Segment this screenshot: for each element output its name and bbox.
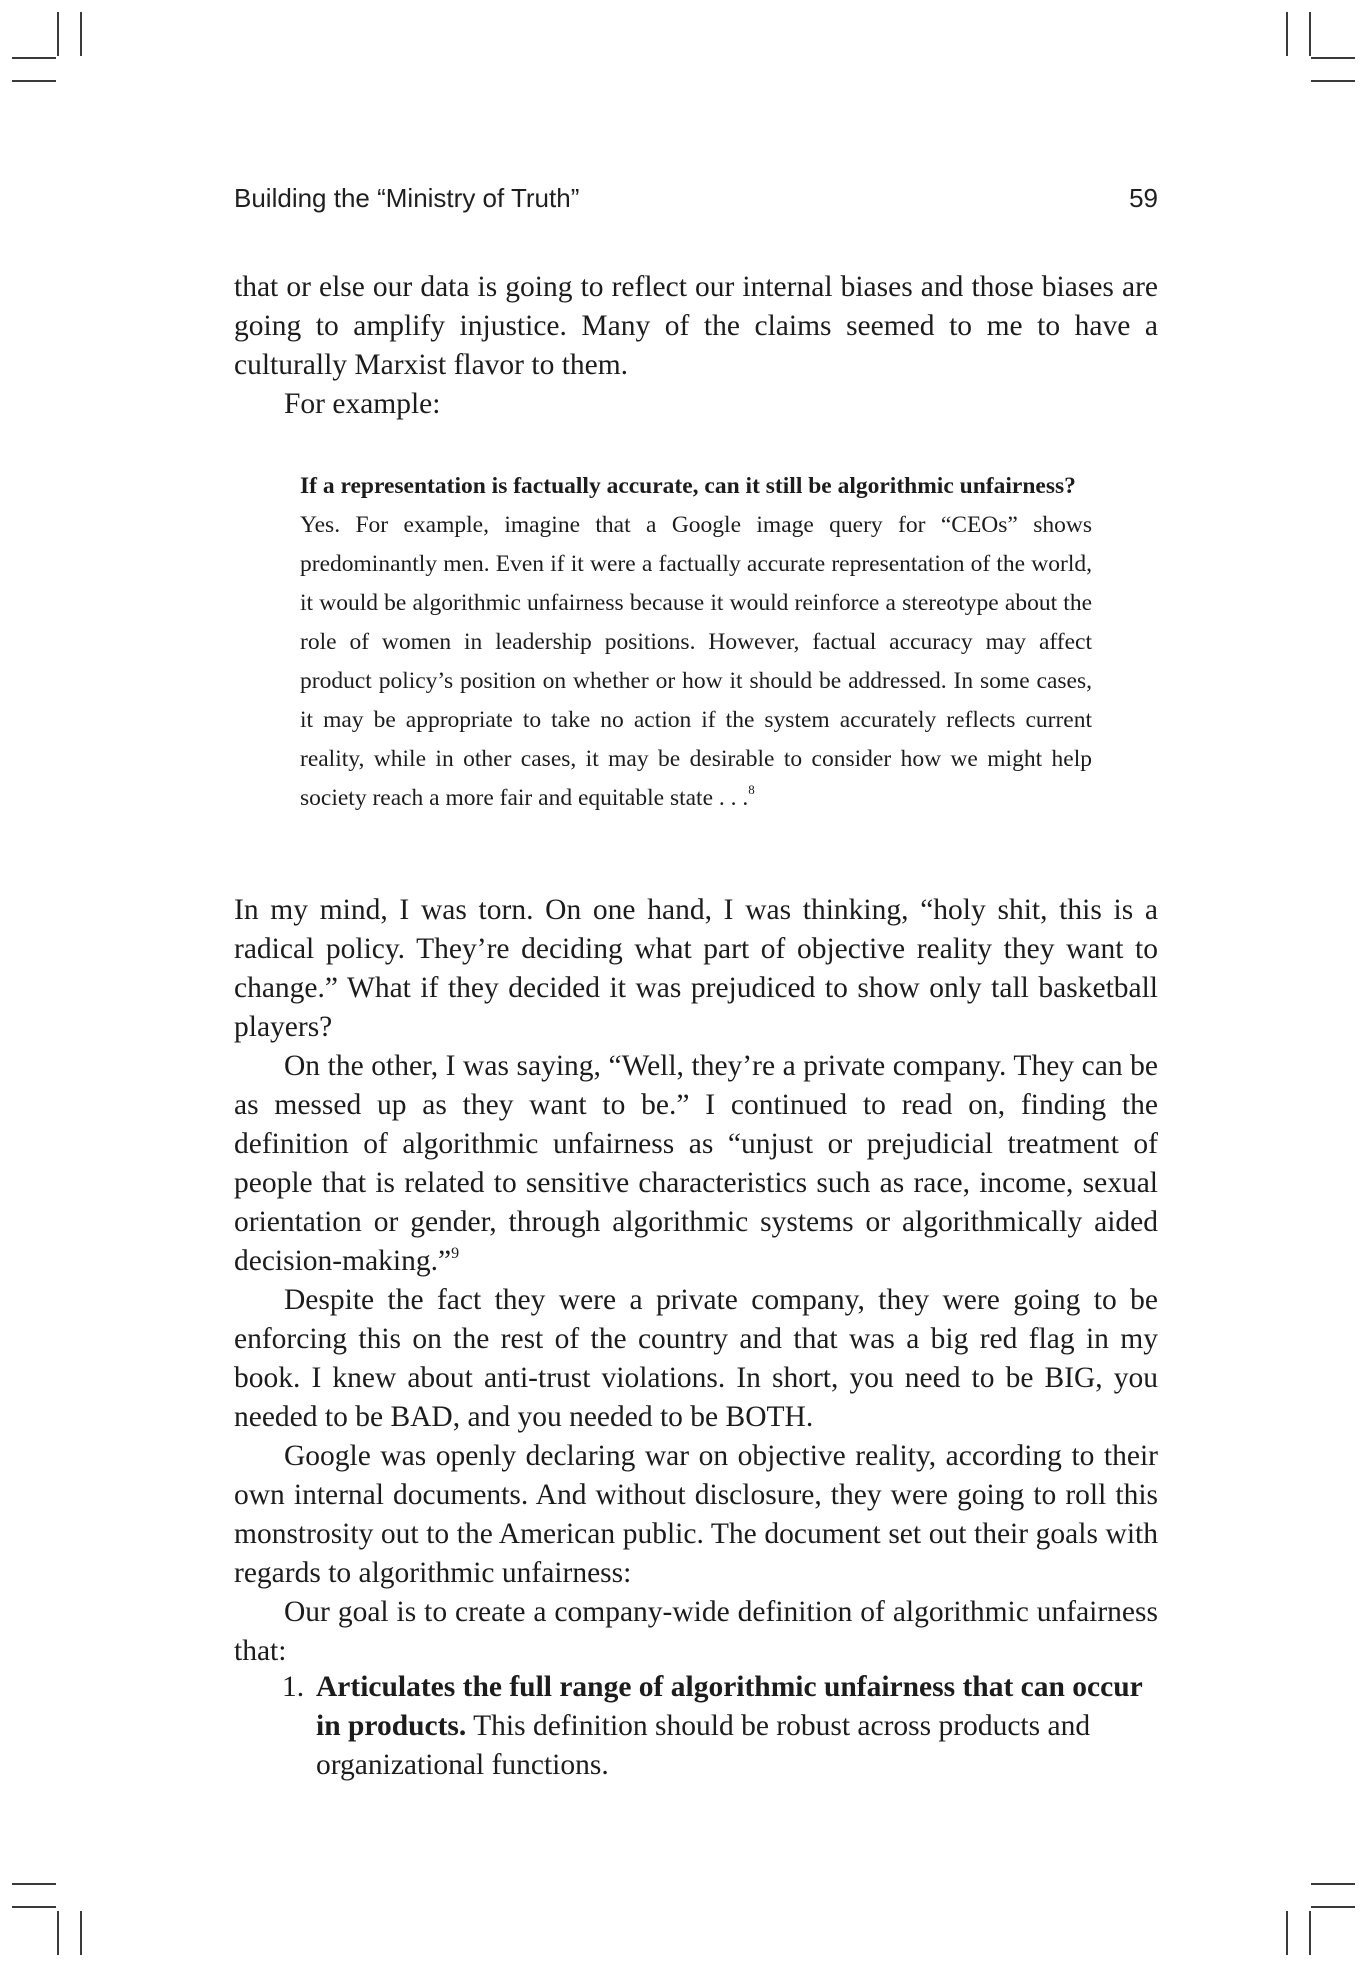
body-text-top xyxy=(234,268,1158,424)
crop-mark xyxy=(1311,1906,1355,1908)
crop-mark xyxy=(12,1906,56,1908)
chapter-title: Building the “Ministry of Truth” xyxy=(234,183,580,213)
quote-body: Yes. For example, imagine that a Google image query for “CEOs” shows predominantly men. Even if it were a factually accurate representation of the world, it would be algorithmic unfairness because it would reinforce a stereotype about the role of women in leadership positions. However, factual accuracy may affect product policy’s position on whether or how it should be addressed. In some cases, it may be appropriate to take no action if the system accurately reflects current reality, while in other cases, it may be desirable to consider how we might help society reach a more fair and equitable state . . . xyxy=(300,512,1092,811)
footnote-ref: 9 xyxy=(451,1245,460,1262)
crop-mark xyxy=(57,12,59,56)
quote-text xyxy=(300,506,1092,818)
paragraph: Despite the fact they were a private company, they were going to be enforcing this on the rest of the country and that was a big red flag in my book. I knew about anti-trust violations. In short, you need to be BIG, you needed to be BAD, and you needed to be BOTH. xyxy=(234,1284,1158,1433)
paragraph xyxy=(234,1047,1158,1281)
paragraph: In my mind, I was torn. On one hand, I was thinking, “holy shit, this is a radical policy. They’re deciding what part of objective reality they want to change.” What if they decided it was prejudiced to show only tall basketball players? xyxy=(234,894,1158,1043)
paragraph-text: On the other, I was saying, “Well, they’re a private company. They can be as messed up as they want to be.” I continued to read on, finding the definition of algorithmic unfairness as “unjust or prejudicial treatment of people that is related to sensitive characteristics such as race, income, sexual orientation or gender, through algorithmic systems or algorithmically aided decision-making.” xyxy=(234,1050,1158,1277)
crop-mark xyxy=(1309,12,1311,56)
list-number: 1. xyxy=(282,1671,305,1703)
crop-mark xyxy=(12,57,56,59)
list-item-body xyxy=(316,1668,1158,1785)
numbered-list xyxy=(282,1668,1158,1785)
running-head xyxy=(234,180,1158,216)
body-text-bottom xyxy=(234,891,1158,1671)
footnote-ref: 8 xyxy=(748,782,755,797)
crop-mark xyxy=(57,1911,59,1955)
paragraph: that or else our data is going to reflect our internal biases and those biases are going to amplify injustice. Many of the claims seemed to me to have a culturally Marxist flavor to them. xyxy=(234,271,1158,381)
paragraph: Our goal is to create a company-wide definition of algorithmic unfairness that: xyxy=(234,1596,1158,1667)
crop-mark xyxy=(1311,57,1355,59)
block-quote xyxy=(300,467,1092,818)
crop-mark xyxy=(1286,12,1288,56)
paragraph: Google was openly declaring war on objective reality, according to their own internal documents. And without disclosure, they were going to roll this monstrosity out to the American public. The document set out their goals with regards to algorithmic unfairness: xyxy=(234,1440,1158,1589)
list-item xyxy=(282,1668,1158,1785)
crop-mark xyxy=(1286,1911,1288,1955)
crop-mark xyxy=(12,1883,56,1885)
crop-mark xyxy=(80,12,82,56)
page-number: 59 xyxy=(1129,183,1158,213)
crop-mark xyxy=(1311,1883,1355,1885)
crop-mark xyxy=(80,1911,82,1955)
quote-heading: If a representation is factually accurate, can it still be algorithmic unfairness? xyxy=(300,473,1076,499)
crop-mark xyxy=(12,80,56,82)
list-item-text: This definition should be robust across products and organizational functions. xyxy=(316,1710,1091,1781)
crop-mark xyxy=(1311,80,1355,82)
crop-mark xyxy=(1309,1911,1311,1955)
paragraph: For example: xyxy=(284,388,441,420)
list-item-bold: Articulates the full range of algorithmic unfairness that can occur in products. xyxy=(316,1671,1143,1742)
